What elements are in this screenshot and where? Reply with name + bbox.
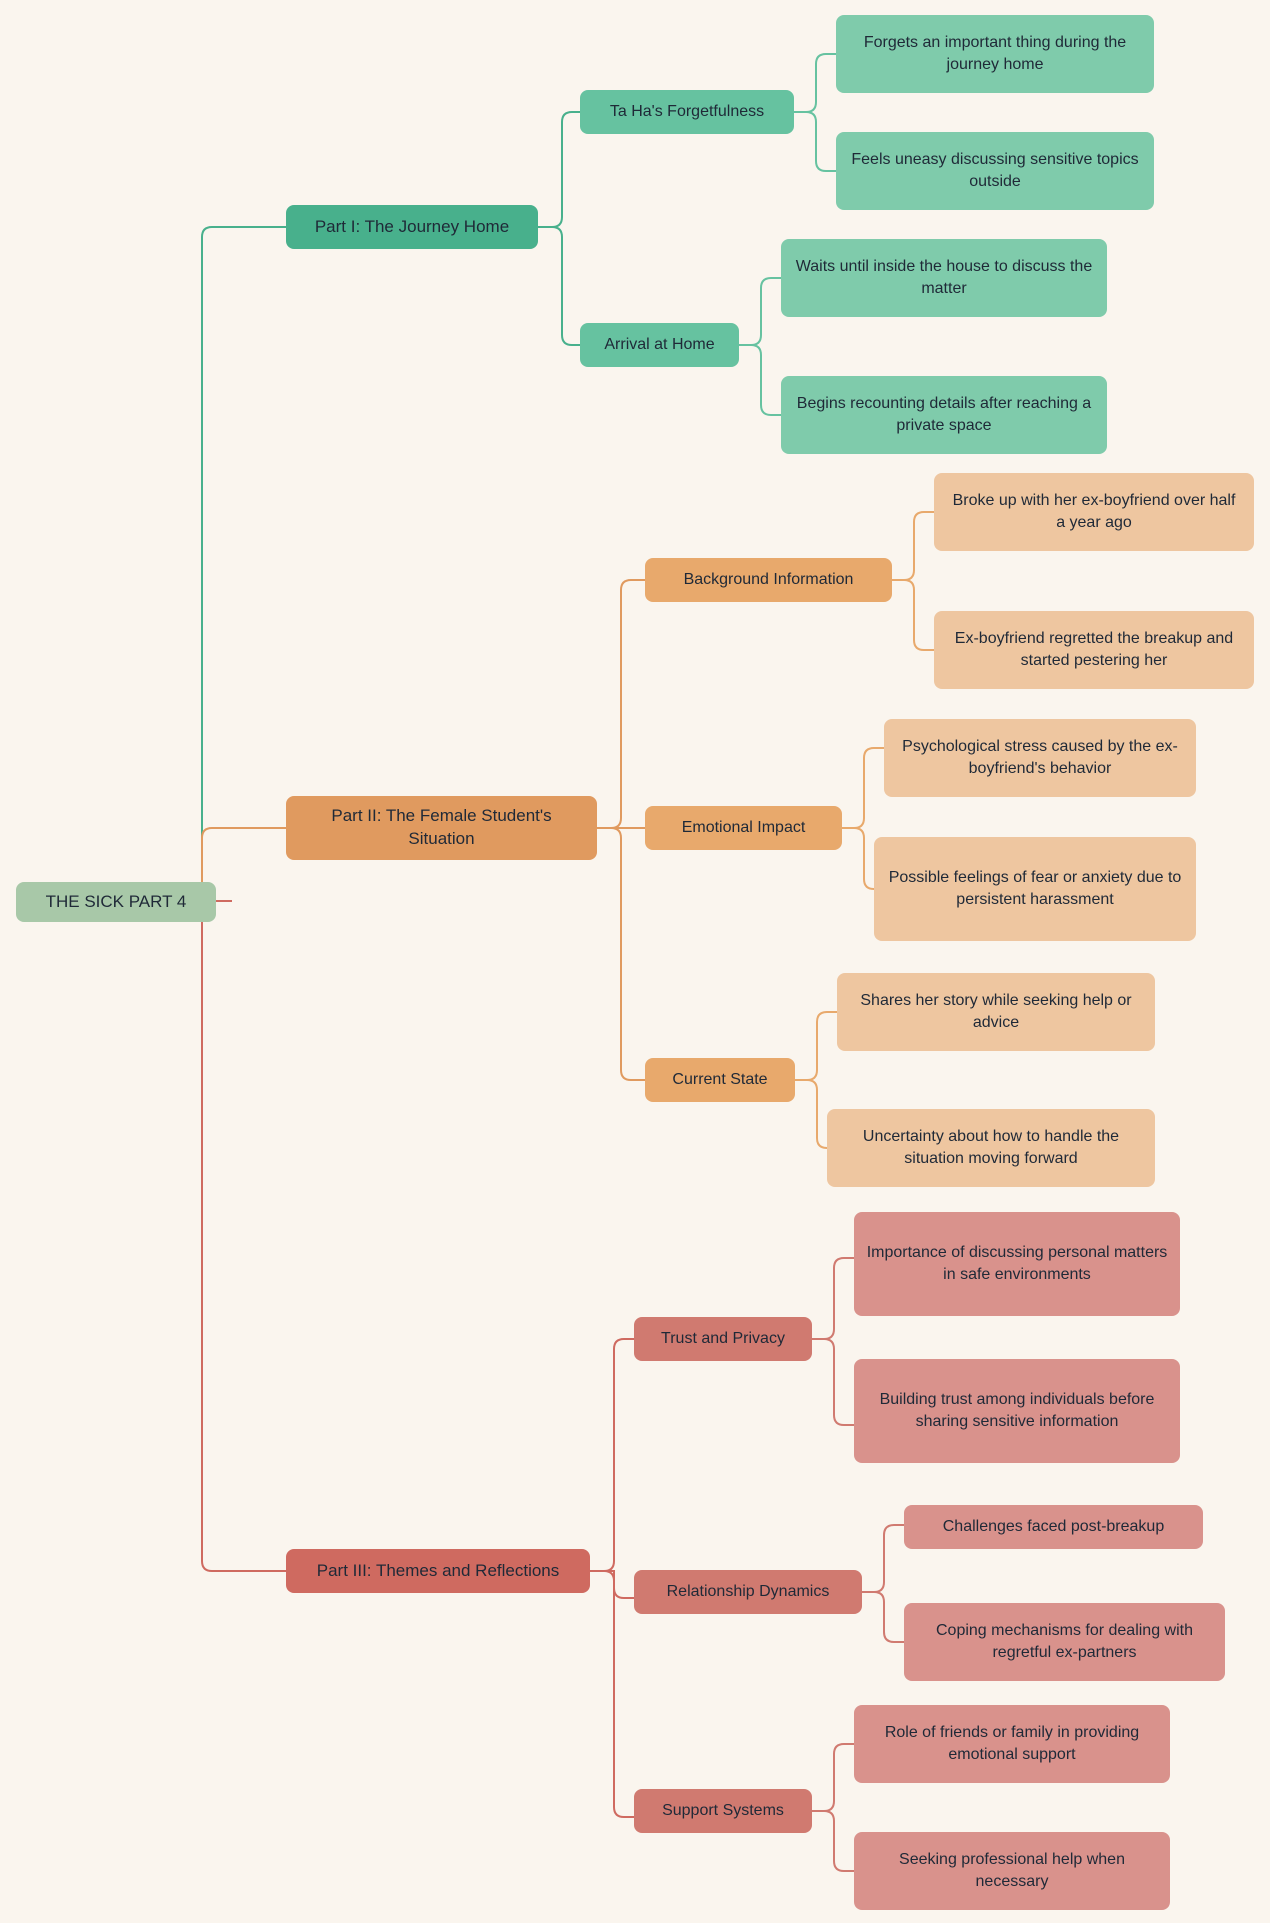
branch-node-part-iii[interactable]	[286, 1549, 590, 1593]
subtopic-label: Emotional Impact	[681, 819, 806, 837]
subtopic-node-support-systems[interactable]	[634, 1789, 812, 1833]
subtopic-label: Ta Ha's Forgetfulness	[609, 103, 765, 121]
leaf-node[interactable]	[874, 837, 1196, 941]
leaf-node[interactable]	[904, 1603, 1225, 1681]
branch-label: Part II: The Female Student's Situation	[331, 806, 552, 848]
leaf-label: Shares her story while seeking help or advice	[860, 992, 1132, 1031]
subtopic-node-trust-and-privacy[interactable]	[634, 1317, 812, 1361]
leaf-node[interactable]	[854, 1359, 1180, 1463]
leaf-label: Ex-boyfriend regretted the breakup and started pestering her	[954, 630, 1234, 669]
leaf-node[interactable]	[934, 473, 1254, 551]
leaf-label: Challenges faced post-breakup	[942, 1518, 1165, 1536]
subtopic-node-relationship-dynamics[interactable]	[634, 1570, 862, 1614]
root-label: THE SICK PART 4	[45, 891, 187, 911]
leaf-label: Possible feelings of fear or anxiety due to persistent harassment	[888, 869, 1182, 908]
leaf-label: Importance of discussing personal matters in safe environments	[866, 1244, 1168, 1283]
leaf-node[interactable]	[854, 1832, 1170, 1910]
leaf-label: Forgets an important thing during the journey home	[863, 34, 1127, 73]
subtopic-label: Arrival at Home	[604, 336, 715, 354]
subtopic-node-current-state[interactable]	[645, 1058, 795, 1102]
leaf-node[interactable]	[836, 15, 1154, 93]
subtopic-label: Current State	[672, 1071, 768, 1089]
leaf-label: Building trust among individuals before sharing sensitive information	[879, 1391, 1155, 1430]
leaf-label: Waits until inside the house to discuss the matter	[795, 258, 1093, 297]
leaf-label: Coping mechanisms for dealing with regretful ex-partners	[935, 1622, 1193, 1661]
leaf-label: Broke up with her ex-boyfriend over half a year ago	[952, 492, 1236, 531]
subtopic-node-emotional-impact[interactable]	[645, 806, 842, 850]
subtopic-node-arrival-at-home[interactable]	[580, 323, 739, 367]
leaf-label: Uncertainty about how to handle the situation moving forward	[862, 1128, 1120, 1167]
branch-label: Part I: The Journey Home	[314, 216, 510, 236]
leaf-label: Seeking professional help when necessary	[899, 1851, 1125, 1890]
branch-node-part-i[interactable]	[286, 205, 538, 249]
leaf-label: Psychological stress caused by the ex-boyfriend's behavior	[902, 738, 1178, 777]
leaf-node[interactable]	[854, 1705, 1170, 1783]
leaf-node[interactable]	[781, 239, 1107, 317]
leaf-node[interactable]	[836, 132, 1154, 210]
subtopic-label: Relationship Dynamics	[666, 1583, 830, 1601]
subtopic-label: Support Systems	[662, 1802, 784, 1820]
leaf-node[interactable]	[934, 611, 1254, 689]
branch-label: Part III: Themes and Reflections	[316, 1560, 560, 1580]
leaf-label: Role of friends or family in providing emotional support	[884, 1724, 1140, 1763]
leaf-label: Feels uneasy discussing sensitive topics outside	[851, 151, 1139, 190]
leaf-node[interactable]	[837, 973, 1155, 1051]
subtopic-label: Background Information	[683, 571, 854, 589]
leaf-node[interactable]	[781, 376, 1107, 454]
subtopic-label: Trust and Privacy	[661, 1330, 785, 1348]
subtopic-node-background-information[interactable]	[645, 558, 892, 602]
leaf-node[interactable]	[884, 719, 1196, 797]
leaf-node[interactable]	[904, 1505, 1203, 1549]
leaf-node[interactable]	[854, 1212, 1180, 1316]
branch-node-part-ii[interactable]	[286, 796, 597, 860]
subtopic-node-ta-has-forgetfulness[interactable]	[580, 90, 794, 134]
leaf-label: Begins recounting details after reaching a private space	[796, 395, 1092, 434]
leaf-node[interactable]	[827, 1109, 1155, 1187]
mindmap-root-node[interactable]	[16, 882, 216, 922]
